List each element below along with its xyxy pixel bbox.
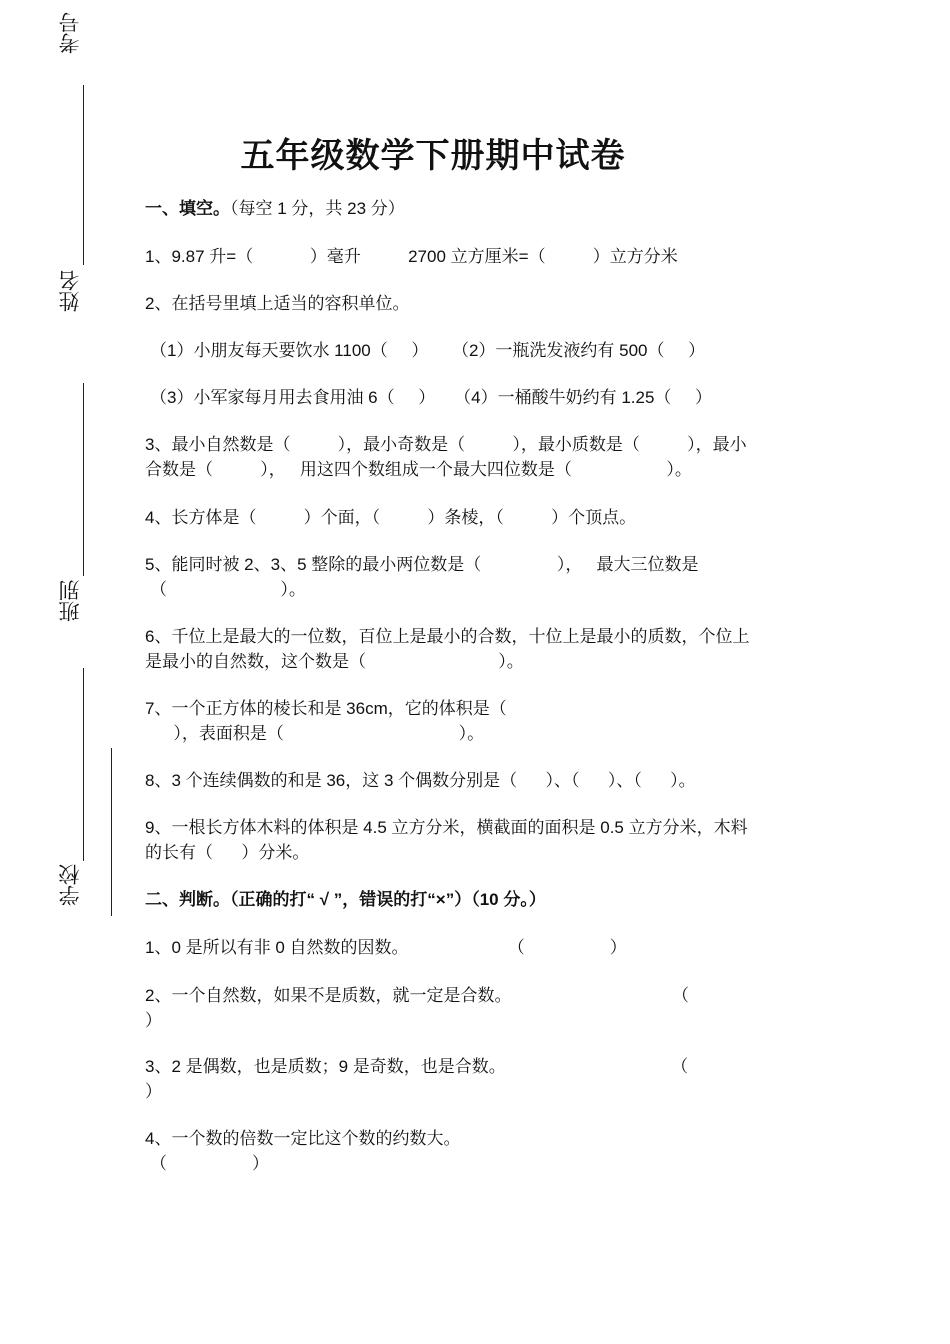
- margin-rule: [111, 748, 112, 916]
- school-line: [83, 668, 84, 861]
- judge2-line-1: 2、一个自然数，如果不是质数，就一定是合数。 （: [145, 986, 690, 1005]
- q4-line: 4、长方体是（ ）个面，（ ）条棱，（ ）个顶点。: [145, 508, 637, 527]
- name-label: 姓名: [58, 270, 82, 312]
- judge2-line-2: ）: [145, 1011, 162, 1030]
- q9-line-1: 9、一根长方体木料的体积是 4.5 立方分米，横截面的面积是 0.5 立方分米，木料: [145, 818, 748, 837]
- q6-line-1: 6、千位上是最大的一位数，百位上是最小的合数，十位上是最小的质数，个位上: [145, 627, 750, 646]
- section2-heading: 二、判断。（正确的打“ √ ”，错误的打“×”）（10 分。）: [145, 890, 546, 909]
- q3-line-1: 3、最小自然数是（ ），最小奇数是（ ），最小质数是（ ），最小: [145, 435, 747, 454]
- judge3-line-1: 3、2 是偶数，也是质数；9 是奇数，也是合数。 （: [145, 1057, 689, 1076]
- school-label: 学校: [58, 864, 82, 906]
- judge3-line-2: ）: [145, 1082, 162, 1101]
- q1-line: 1、9.87 升=（ ）毫升 2700 立方厘米=（ ）立方分米: [145, 247, 678, 266]
- class-label: 班别: [58, 580, 82, 622]
- judge1-line: 1、0 是所以有非 0 自然数的因数。 （ ）: [145, 938, 627, 957]
- judge4-line-2: （ ）: [150, 1154, 270, 1173]
- q5-line-1: 5、能同时被 2、3、5 整除的最小两位数是（ ）， 最大三位数是: [145, 555, 699, 574]
- q6-line-2: 是最小的自然数，这个数是（ ）。: [145, 652, 524, 671]
- section1-title: 一、填空。: [145, 199, 230, 218]
- section1-heading: [145, 197, 405, 221]
- judge4-line-1: 4、一个数的倍数一定比这个数的约数大。: [145, 1129, 461, 1148]
- q2-line: 2、在括号里填上适当的容积单位。: [145, 294, 410, 313]
- exam-number-label: 考号: [58, 12, 82, 54]
- q7-line-2: ），表面积是（ ）。: [145, 724, 485, 743]
- q2-sub1-line: （1）小朋友每天要饮水 1100（ ） （2）一瓶洗发液约有 500（ ）: [150, 341, 706, 360]
- page-title: 五年级数学下册期中试卷: [240, 136, 626, 176]
- q2-sub2-line: （3）小军家每月用去食用油 6（ ） （4）一桶酸牛奶约有 1.25（ ）: [150, 388, 713, 407]
- q8-line: 8、3 个连续偶数的和是 36，这 3 个偶数分别是（ ）、（ ）、（ ）。: [145, 771, 696, 790]
- q7-line-1: 7、一个正方体的棱长和是 36cm，它的体积是（: [145, 699, 507, 718]
- q5-line-2: （ ）。: [150, 580, 306, 599]
- q9-line-2: 的长有（ ）分米。: [145, 843, 310, 862]
- q3-line-2: 合数是（ ）， 用这四个数组成一个最大四位数是（ ）。: [145, 460, 692, 479]
- section1-score: （每空 1 分，共 23 分）: [230, 199, 405, 218]
- class-line: [83, 383, 84, 576]
